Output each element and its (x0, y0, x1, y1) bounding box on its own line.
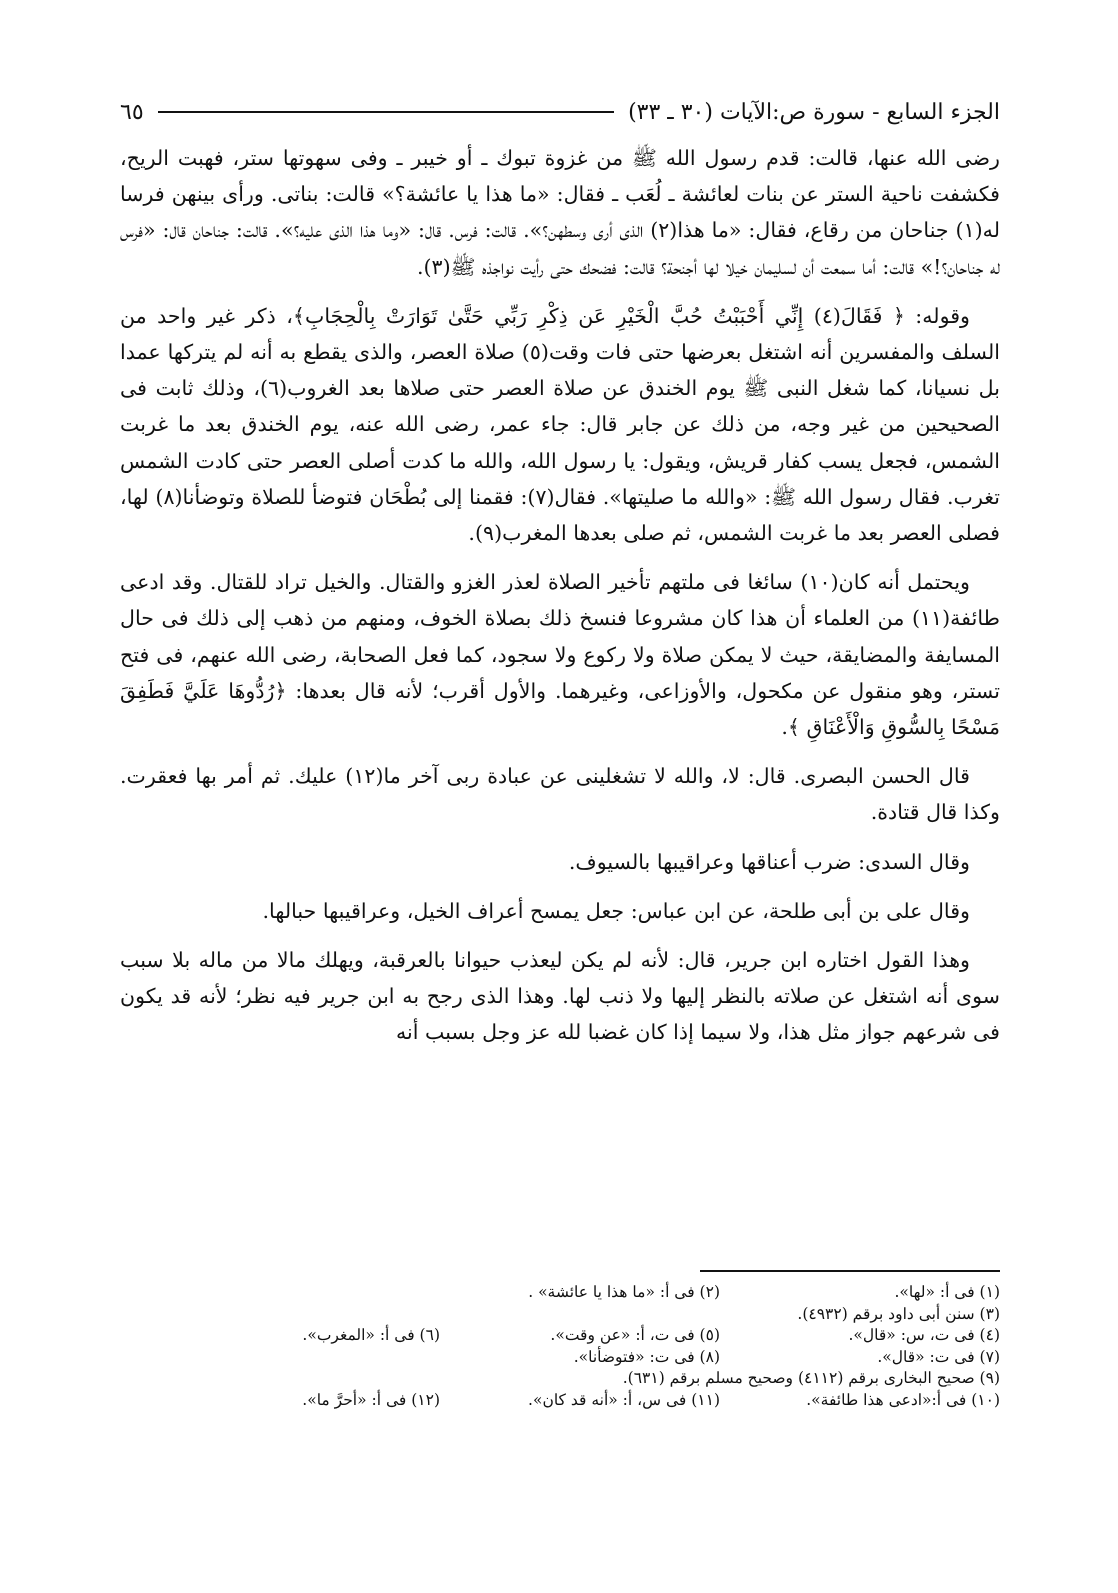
footnote-8: (٨) فى ت: «فتوضأنا». (573, 1347, 720, 1366)
footnote-4: (٤) فى ت، س: «قال». (848, 1326, 1000, 1344)
footnote-7: (٧) فى ت: «قال». (877, 1347, 1000, 1366)
footnote-12: (١٢) فى أ: «أحرَّ ما». (302, 1390, 440, 1409)
footnotes (160, 1282, 1000, 1411)
page-number: ٦٥ (120, 99, 144, 125)
footnote-6: (٦) فى أ: «المغرب». (302, 1326, 440, 1344)
footnote-row (160, 1368, 1000, 1390)
footnote-1: (١) فى أ: «لها». (894, 1283, 1000, 1301)
footnote-11: (١١) فى س، أ: «أنه قد كان». (528, 1390, 720, 1409)
paragraph-6: وقال على بن أبى طلحة، عن ابن عباس: جعل يمسح أعراف الخيل، وعراقيبها حبالها. (262, 898, 970, 923)
footnote-row (160, 1390, 1000, 1412)
paragraph-1: رضى الله عنها، قالت: قدم رسول الله ﷺ من غزوة تبوك ـ أو خيبر ـ وفى سهوتها ستر، فهبت الريح، فكشفت ناحية الستر عن بنات لعائشة ـ لُعَب ـ فقال: «ما هذا يا عائشة؟» قالت: بناتى. ورأى بينهن فرسا له(١) جناحان من رقاع، فقال: «ما هذا(٢) الذى أرى وسطهن؟». قالت: فرس. قال: «وما هذا الذى عليه؟». قالت: جناحان قال: «فرس له جناحان؟!» قالت: أما سمعت أن لسليمان خيلا لها أجنحة؟ قالت: فضحك حتى رأيت نواجذه ﷺ(٣). (120, 146, 1000, 279)
footnote-5: (٥) فى ت، أ: «عن وقت». (550, 1326, 720, 1344)
paragraph-7: وهذا القول اختاره ابن جرير، قال: لأنه لم يكن ليعذب حيوانا بالعرقبة، ويهلك مالا من ماله بلا سبب سوى أنه اشتغل عن صلاته بالنظر إليها ولا ذنب لها. وهذا الذى رجح به ابن جرير فيه نظر؛ لأنه قد يكون فى شرعهم جواز مثل هذا، ولا سيما إذا كان غضبا لله عز وجل بسبب أنه (120, 948, 1000, 1045)
footnote-rule (700, 1270, 1000, 1272)
paragraph-3: ويحتمل أنه كان(١٠) سائغا فى ملتهم تأخير الصلاة لعذر الغزو والقتال. والخيل تراد للقتال. وقد ادعى طائفة(١١) من العلماء أن هذا كان مشروعا فنسخ ذلك بصلاة الخوف، ومنهم من ذهب إلى ذلك فى حال المسايفة والمضايقة، حيث لا يمكن صلاة ولا ركوع ولا سجود، كما فعل الصحابة، رضى الله عنهم، فى فتح تستر، وهو منقول عن مكحول، والأوزاعى، وغيرهما. والأول أقرب؛ لأنه قال بعدها: ﴿رُدُّوهَا عَلَيَّ فَطَفِقَ مَسْحًا بِالسُّوقِ وَالْأَعْنَاقِ ﴾. (120, 570, 1000, 740)
footnote-row (160, 1282, 1000, 1304)
paragraph-4: قال الحسن البصرى. قال: لا، والله لا تشغلينى عن عبادة ربى آخر ما(١٢) عليك. ثم أمر بها فعقرت. وكذا قال قتادة. (120, 764, 1000, 825)
paragraph-5: وقال السدى: ضرب أعناقها وعراقيبها بالسيوف. (568, 849, 970, 874)
footnote-10: (١٠) فى أ:«ادعى هذا طائفة». (806, 1390, 1000, 1409)
footnote-row (160, 1304, 1000, 1326)
footnote-9: (٩) صحيح البخارى برقم (٤١١٢) وصحيح مسلم برقم (٦٣١). (622, 1369, 1000, 1387)
header-title: الجزء السابع - سورة ص:الآيات (٣٠ ـ ٣٣) (628, 99, 1000, 125)
body-text (120, 140, 1000, 1064)
header-rule (158, 111, 614, 113)
footnote-2: (٢) فى أ: «ما هذا يا عائشة» . (528, 1283, 720, 1301)
footnote-3: (٣) سنن أبى داود برقم (٤٩٣٢). (797, 1304, 1000, 1323)
paragraph-2: وقوله: ﴿ فَقَالَ(٤) إِنِّي أَحْبَبْتُ حُبَّ الْخَيْرِ عَن ذِكْرِ رَبِّي حَتَّىٰ تَوَارَتْ بِالْحِجَابِ﴾، ذكر غير واحد من السلف والمفسرين أنه اشتغل بعرضها حتى فات وقت(٥) صلاة العصر، والذى يقطع به أنه لم يتركها عمدا بل نسيانا، كما شغل النبى ﷺ يوم الخندق عن صلاة العصر حتى صلاها بعد الغروب(٦)، وذلك ثابت فى الصحيحين من غير وجه، من ذلك عن جابر قال: جاء عمر، رضى الله عنه، يوم الخندق بعد ما غربت الشمس، فجعل يسب كفار قريش، ويقول: يا رسول الله، والله ما كدت أصلى العصر حتى كادت الشمس تغرب. فقال رسول الله ﷺ: «والله ما صليتها». فقال(٧): فقمنا إلى بُطْحَان فتوضأ للصلاة وتوضأنا(٨) لها، فصلى العصر بعد ما غربت الشمس، ثم صلى بعدها المغرب(٩). (120, 303, 1000, 546)
running-header (120, 92, 1000, 132)
footnote-row (160, 1325, 1000, 1347)
footnote-row (160, 1347, 1000, 1369)
